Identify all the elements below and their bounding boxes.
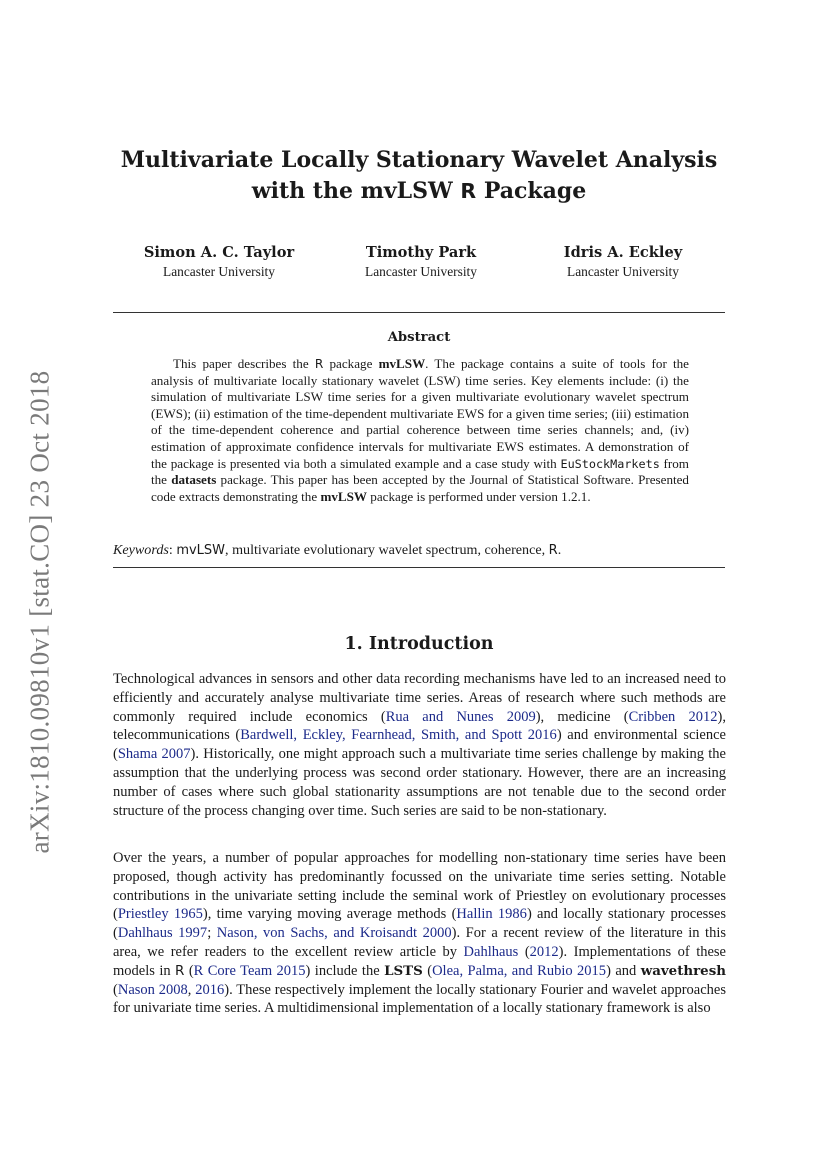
package-name: wavethresh — [640, 962, 726, 979]
r-language-name: R — [175, 962, 185, 979]
body-text: ) and locally stationary processes ( — [113, 906, 727, 942]
citation-link[interactable]: Cribben 2012 — [628, 708, 718, 725]
introduction-paragraph-1 — [113, 670, 726, 820]
author-block — [113, 243, 725, 283]
r-language-name: R — [314, 357, 324, 371]
keyword-mvlsw: mvLSW — [176, 543, 226, 558]
body-text: ). For a recent review of the literature in this area, we refer readers to the excellent review article by — [113, 925, 727, 960]
body-text: ( — [518, 943, 530, 960]
author-3 — [513, 243, 733, 282]
author-affiliation: Lancaster University — [365, 264, 477, 279]
abstract-text-run: package — [323, 356, 379, 371]
title-line-2 — [113, 176, 725, 207]
body-text: ). Historically, one might approach such a multivariate time series challenge by making the assumption that the underlying process was second order stationary. However, there are an increasing number of cases where such global stationarity assumptions are not tenable due to the second order structure of the process changing over time. Such series are said to be non-stationary. — [113, 746, 726, 819]
body-text: ) include the — [305, 962, 385, 979]
abstract-body — [151, 356, 689, 505]
body-text: ( — [113, 981, 118, 998]
body-text: ), medicine ( — [535, 708, 629, 725]
abstract-heading: Abstract — [387, 330, 451, 345]
citation-link[interactable]: Priestley 1965 — [117, 906, 203, 923]
author-name: Simon A. C. Taylor — [143, 244, 295, 261]
keyword-r: R — [548, 543, 558, 558]
citation-link[interactable]: R Core Team 2015 — [193, 962, 306, 979]
title-line-2-end: Package — [476, 178, 587, 204]
body-text: ; — [207, 925, 217, 942]
introduction-paragraph-2 — [113, 849, 726, 1018]
section-heading-introduction: 1. Introduction — [344, 634, 494, 654]
package-name: mvLSW — [320, 488, 368, 504]
abstract-text-run: This paper describes the — [173, 356, 315, 371]
body-text: Over the years, a number of popular approaches for modelling non-stationary time series have been proposed, though activity has predominantly focussed on the univariate time series setting. Notable contributions in the univariate setting include the seminal work of Priestley on evolutionary processes ( — [113, 850, 726, 923]
package-name: LSTS — [384, 962, 423, 979]
author-name: Idris A. Eckley — [563, 244, 683, 261]
citation-link[interactable]: Dahlhaus 1997 — [117, 925, 208, 942]
author-1 — [109, 243, 329, 282]
body-text: ), telecommunications ( — [113, 708, 726, 744]
package-name: mvLSW — [378, 356, 426, 371]
keywords-line — [113, 540, 725, 561]
body-text: Technological advances in sensors and other data recording mechanisms have led to an increased need to efficiently and accurately analyse multivariate time series. Areas of research where such methods are commonly required include economics ( — [113, 671, 726, 725]
citation-link[interactable]: Nason, von Sachs, and Kroisandt 2000 — [216, 925, 452, 942]
title-r-language: R — [460, 179, 477, 203]
body-text: ( — [422, 962, 433, 979]
arxiv-identifier-stamp: arXiv:1810.09810v1 [stat.CO] 23 Oct 2018 — [24, 370, 55, 854]
author-affiliation: Lancaster University — [163, 264, 275, 279]
body-text: ). Implementations of these models in — [113, 943, 726, 979]
body-text: ( — [184, 962, 194, 979]
author-affiliation: Lancaster University — [567, 264, 679, 279]
keywords-list: , multivariate evolutionary wavelet spectrum, coherence, — [225, 542, 549, 558]
paper-title — [113, 145, 725, 207]
author-2 — [311, 243, 531, 282]
abstract-text-run: . The package contains a suite of tools for the analysis of multivariate locally stationary wavelet (LSW) time series. Key elements include: (i) the simulation of multivariate LSW time series for a given multivariate evolutionary wavelet spectrum (EWS); (ii) estimation of the time-dependent multivariate EWS for a given time series; (iii) estimation of the time-dependent coherence and partial coherence between time series channels; and, (iv) estimation of approximate confidence intervals for multivariate EWS estimates. A demonstration of the package is presented via both a simulated example and a case study with — [151, 356, 689, 471]
title-line-2-start: with the mvLSW — [251, 178, 461, 204]
citation-link[interactable]: Nason 2008 — [117, 981, 188, 998]
keywords-separator: : — [168, 542, 177, 558]
body-text: , — [187, 981, 196, 998]
body-text: ) and environmental science ( — [113, 727, 726, 763]
citation-link[interactable]: Shama 2007 — [117, 746, 191, 763]
abstract-text-run: from the — [151, 455, 689, 488]
citation-link[interactable]: 2016 — [195, 981, 225, 998]
body-text: ) and — [606, 962, 641, 979]
citation-link[interactable]: Hallin 1986 — [456, 906, 527, 923]
package-name: datasets — [171, 472, 217, 488]
dataset-code-name: EuStockMarkets — [560, 456, 660, 471]
body-text: ), time varying moving average methods ( — [202, 906, 457, 923]
citation-link[interactable]: Rua and Nunes 2009 — [385, 708, 536, 725]
citation-link[interactable]: Olea, Palma, and Rubio 2015 — [432, 962, 607, 979]
author-name: Timothy Park — [365, 244, 477, 261]
title-line-1: Multivariate Locally Stationary Wavelet Analysis — [120, 147, 718, 173]
keywords-label: Keywords — [113, 542, 169, 558]
citation-link[interactable]: Bardwell, Eckley, Fearnhead, Smith, and Spott 2016 — [240, 727, 557, 744]
keywords-end: . — [557, 542, 562, 558]
citation-link[interactable]: 2012 — [529, 943, 559, 960]
abstract-top-rule — [113, 312, 725, 313]
citation-link[interactable]: Dahlhaus — [463, 943, 519, 960]
abstract-text-run: package. This paper has been accepted by the Journal of Statistical Software. Presented code extracts demonstrating the — [151, 472, 689, 504]
body-text: ). These respectively implement the locally stationary Fourier and wavelet approaches for univariate time series. A multidimensional implementation of a locally stationary framework is also — [113, 981, 726, 1017]
abstract-bottom-rule — [113, 567, 725, 568]
abstract-text-run: package is performed under version 1.2.1. — [367, 488, 591, 504]
